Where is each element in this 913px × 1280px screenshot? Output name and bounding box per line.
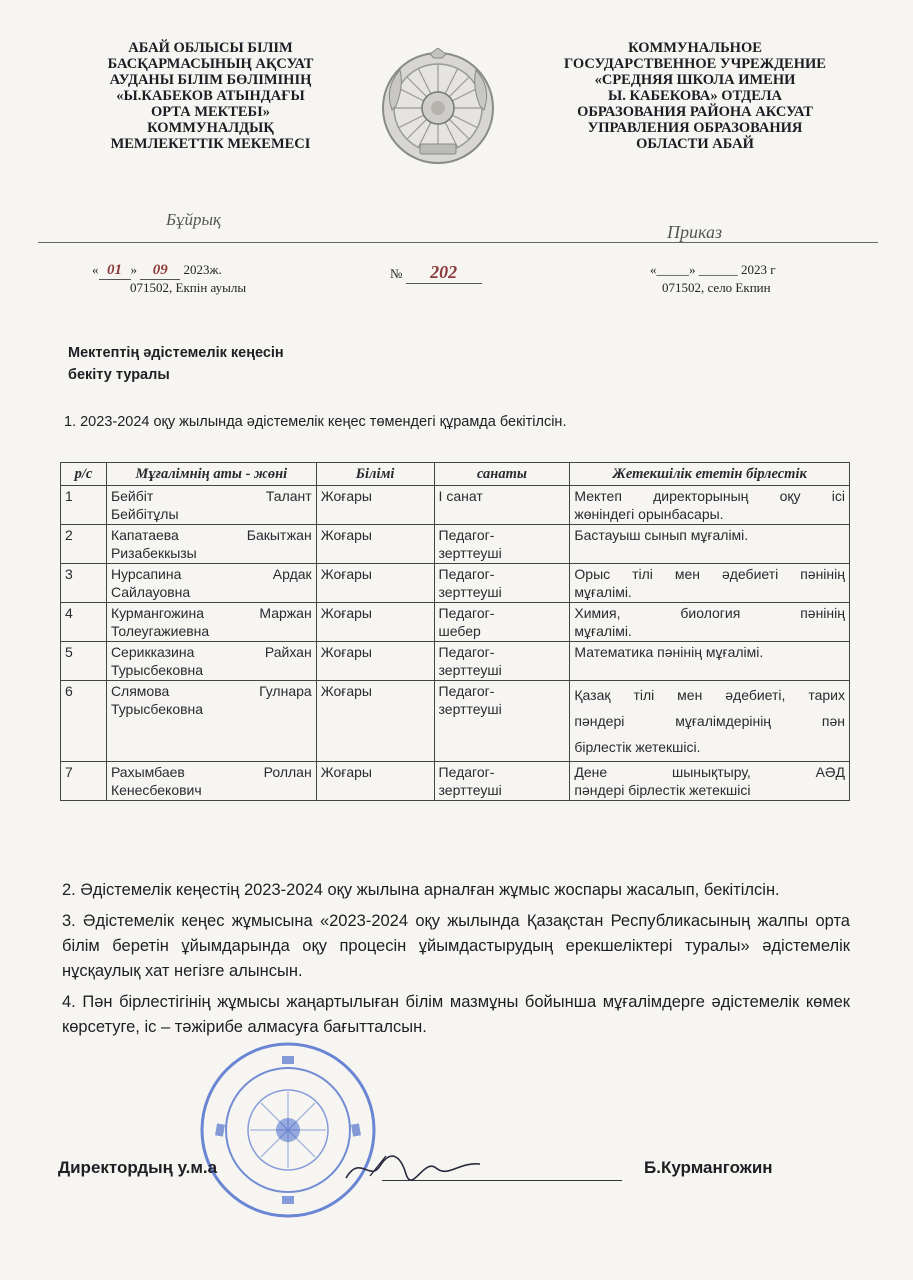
cell-number-line: 1 <box>65 488 73 504</box>
cell-category-line: зерттеуші <box>438 782 502 798</box>
place-right: 071502, село Екпин <box>662 280 771 295</box>
cell-education-line: Жоғары <box>320 683 372 699</box>
title-ru: Приказ <box>667 222 722 242</box>
cell-number-line: 6 <box>65 683 73 699</box>
state-emblem-icon <box>378 48 498 168</box>
cell-number-line: 2 <box>65 527 73 543</box>
cell-education-line: Жоғары <box>320 527 372 543</box>
cell-role <box>570 564 850 603</box>
cell-number <box>61 603 107 642</box>
header-left-line: «Ы.КАБЕКОВ АТЫНДАҒЫ <box>116 88 305 104</box>
date-quote-close: » <box>130 262 137 277</box>
cell-number <box>61 681 107 762</box>
cell-number <box>61 525 107 564</box>
paragraph: 3. Әдістемелік кеңес жұмысына «2023-2024 оқу жылында Қазақстан Республикасының жалпы орта білім беретін ұйымдарында оқу процесін ұйымдастырудың ерекшеліктері туралы» әдістемелік нұсқаулық хат негізге алынсын. <box>62 912 850 980</box>
cell-education-line: Жоғары <box>320 644 372 660</box>
cell-category-line: зерттеуші <box>438 584 502 600</box>
signature-name: Б.Курмангожин <box>644 1158 773 1177</box>
cell-education <box>316 564 434 603</box>
cell-category-line: Педагог- <box>438 605 495 621</box>
signature-title: Директордың у.м.а <box>58 1158 218 1177</box>
header-left-line: АБАЙ ОБЛЫСЫ БІЛІМ <box>128 40 293 56</box>
cell-number <box>61 486 107 525</box>
cell-name-line: Ризабеккызы <box>110 545 197 561</box>
cell-category-line: Педагог- <box>438 566 495 582</box>
handwritten-signature-icon <box>340 1148 490 1188</box>
cell-education <box>316 681 434 762</box>
cell-number-line: 7 <box>65 764 73 780</box>
header-left-line: АУДАНЫ БІЛІМ БӨЛІМІНІҢ <box>109 72 312 88</box>
paragraph: 4. Пән бірлестігінің жұмысы жаңартылыған білім мазмұны бойынша мұғалімдерге әдістемелік көмек көрсетуге, іс – тәжірибе алмасуға бағытталсын. <box>62 993 850 1036</box>
header-right-line: ОБЛАСТИ АБАЙ <box>636 136 754 152</box>
header-right-line: ГОСУДАРСТВЕННОЕ УЧРЕЖДЕНИЕ <box>564 56 826 72</box>
cell-education <box>316 525 434 564</box>
header-divider <box>38 242 878 243</box>
body-paragraphs <box>62 878 850 1040</box>
date-year: 2023ж. <box>183 262 222 277</box>
order-subject <box>68 342 284 386</box>
header-right-line: КОММУНАЛЬНОЕ <box>628 40 762 56</box>
number-label: № <box>390 266 403 281</box>
cell-number-line: 4 <box>65 605 73 621</box>
cell-name-line: Нурсапина Ардак <box>110 566 312 582</box>
header-right-org <box>540 40 850 152</box>
cell-name-line: Толеугажиевна <box>110 623 210 639</box>
cell-category-line: Педагог- <box>438 644 495 660</box>
header-left-org <box>78 40 343 152</box>
header-right-line: «СРЕДНЯЯ ШКОЛА ИМЕНИ <box>594 72 796 88</box>
cell-number-line: 3 <box>65 566 73 582</box>
col-header-category: санаты <box>434 463 570 486</box>
cell-education-line: Жоғары <box>320 764 372 780</box>
table-header-row <box>61 463 850 486</box>
official-stamp-icon <box>198 1040 378 1220</box>
col-header-role: Жетекшілік ететін бірлестік <box>570 463 850 486</box>
cell-name <box>106 525 316 564</box>
date-quote-open: « <box>92 262 99 277</box>
col-header-num: р/с <box>61 463 107 486</box>
cell-education-line: Жоғары <box>320 566 372 582</box>
date-day: 01 <box>107 262 122 278</box>
header-left-line: БАСҚАРМАСЫНЫҢ АҚСУАТ <box>107 56 314 72</box>
cell-role-line: бірлестік жетекшісі. <box>574 739 701 755</box>
header-right-line: ОБРАЗОВАНИЯ РАЙОНА АКСУАТ <box>577 104 813 120</box>
header-right-line: УПРАВЛЕНИЯ ОБРАЗОВАНИЯ <box>587 120 803 136</box>
paragraph: 2. Әдістемелік кеңестің 2023-2024 оқу жылына арналған жұмыс жоспары жасалып, бекітілсін. <box>62 881 780 899</box>
header-right-line: Ы. КАБЕКОВА» ОТДЕЛА <box>607 88 783 104</box>
cell-category <box>434 525 570 564</box>
cell-role-line: Дене шынықтыру, АӘД <box>574 764 845 780</box>
cell-category-line: зерттеуші <box>438 662 502 678</box>
cell-role <box>570 603 850 642</box>
cell-category-line: шебер <box>438 623 481 639</box>
date-right: «_____» ______ 2023 г <box>650 262 776 277</box>
cell-number-line: 5 <box>65 644 73 660</box>
cell-category <box>434 603 570 642</box>
cell-name-line: Слямова Гулнара <box>110 683 312 699</box>
cell-name-line: Бейбітұлы <box>110 506 179 522</box>
council-table <box>60 462 850 801</box>
cell-name <box>106 762 316 801</box>
table-row <box>61 603 850 642</box>
cell-category-line: зерттеуші <box>438 545 502 561</box>
col-header-edu: Білімі <box>316 463 434 486</box>
cell-education-line: Жоғары <box>320 488 372 504</box>
header-left-line: КОММУНАЛДЫҚ <box>147 120 274 136</box>
cell-category-line: Педагог- <box>438 683 495 699</box>
cell-name-line: Капатаева Бакытжан <box>110 527 312 543</box>
cell-role <box>570 486 850 525</box>
date-left <box>92 262 222 280</box>
table-row <box>61 525 850 564</box>
cell-education <box>316 486 434 525</box>
cell-education-line: Жоғары <box>320 605 372 621</box>
header-left-line: ОРТА МЕКТЕБІ» <box>150 104 271 120</box>
cell-number <box>61 762 107 801</box>
cell-category <box>434 564 570 603</box>
table-row <box>61 681 850 762</box>
cell-name-line: Рахымбаев Роллан <box>110 764 312 780</box>
cell-role <box>570 762 850 801</box>
subject-line: Мектептің әдістемелік кеңесін <box>68 345 284 361</box>
cell-name <box>106 681 316 762</box>
cell-number <box>61 642 107 681</box>
cell-name-line: Турысбековна <box>110 662 204 678</box>
cell-name-line: Кенесбекович <box>110 782 202 798</box>
date-month: 09 <box>152 262 168 278</box>
cell-name <box>106 564 316 603</box>
cell-category <box>434 681 570 762</box>
table-row <box>61 762 850 801</box>
cell-role-line: жөніндегі орынбасары. <box>574 506 724 522</box>
cell-role-line: мұғалімі. <box>574 623 632 639</box>
cell-name-line: Бейбіт Талант <box>110 488 312 504</box>
subject-line: бекіту туралы <box>68 367 170 383</box>
cell-category-line: І санат <box>438 488 483 504</box>
place-left: 071502, Екпін ауылы <box>130 280 247 295</box>
cell-category-line: Педагог- <box>438 764 495 780</box>
cell-name <box>106 603 316 642</box>
cell-role-line: Математика пәнінің мұғалімі. <box>574 644 764 660</box>
cell-role-line: Орыс тілі мен әдебиеті пәнінің <box>574 566 845 582</box>
cell-role-line: пәндері бірлестік жетекшісі <box>574 782 751 798</box>
cell-category-line: зерттеуші <box>438 701 502 717</box>
title-kz: Бұйрық <box>166 210 221 229</box>
order-number <box>390 262 482 284</box>
cell-role <box>570 681 850 762</box>
intro-text: 1. 2023-2024 оқу жылында әдістемелік кеңес төмендегі құрамда бекітілсін. <box>64 414 567 430</box>
cell-name-line: Курмангожина Маржан <box>110 605 312 621</box>
cell-category <box>434 762 570 801</box>
cell-education <box>316 603 434 642</box>
cell-name <box>106 486 316 525</box>
cell-category-line: Педагог- <box>438 527 495 543</box>
cell-education <box>316 642 434 681</box>
cell-role-line: пәндері мұғалімдерінің пән <box>574 713 845 729</box>
cell-name-line: Серикказина Райхан <box>110 644 312 660</box>
cell-education <box>316 762 434 801</box>
cell-role-line: Мектеп директорының оқу ісі <box>574 488 845 504</box>
cell-name-line: Турысбековна <box>110 701 204 717</box>
cell-role <box>570 642 850 681</box>
header-left-line: МЕМЛЕКЕТТІК МЕКЕМЕСІ <box>110 136 311 152</box>
cell-name <box>106 642 316 681</box>
cell-role-line: Химия, биология пәнінің <box>574 605 845 621</box>
cell-category <box>434 642 570 681</box>
cell-role <box>570 525 850 564</box>
cell-number <box>61 564 107 603</box>
cell-role-line: Қазақ тілі мен әдебиеті, тарих <box>574 687 845 703</box>
cell-category <box>434 486 570 525</box>
table-row <box>61 564 850 603</box>
col-header-name: Мұғалімнің аты - жөні <box>106 463 316 486</box>
table-row <box>61 642 850 681</box>
cell-role-line: мұғалімі. <box>574 584 632 600</box>
cell-role-line: Бастауыш сынып мұғалімі. <box>574 527 749 543</box>
cell-name-line: Сайлауовна <box>110 584 191 600</box>
table-row <box>61 486 850 525</box>
number-value: 202 <box>430 262 458 282</box>
